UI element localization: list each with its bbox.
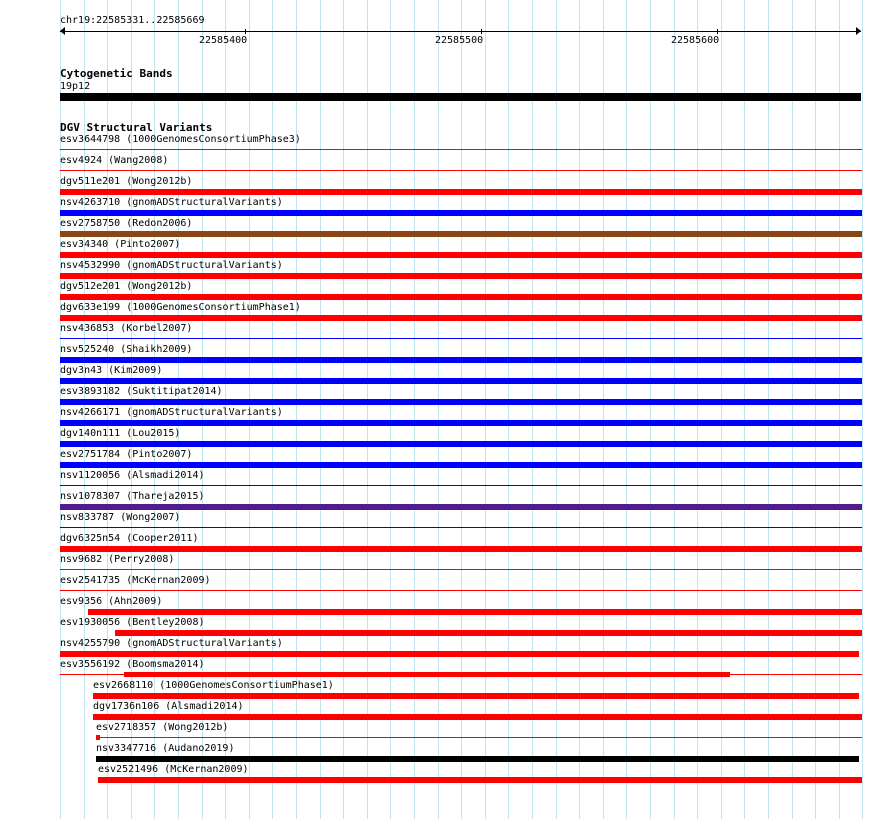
- dgv-feature-bar[interactable]: [60, 546, 862, 552]
- dgv-feature-label[interactable]: esv3644798 (1000GenomesConsortiumPhase3): [60, 134, 301, 145]
- ruler-tick: [481, 29, 482, 34]
- dgv-feature-bar[interactable]: [60, 485, 862, 486]
- dgv-feature-bar[interactable]: [60, 294, 862, 300]
- dgv-track-title: DGV Structural Variants: [60, 121, 213, 134]
- ruler-line: [60, 31, 861, 32]
- dgv-feature-label[interactable]: nsv1120056 (Alsmadi2014): [60, 470, 205, 481]
- ruler-tick-label: 22585400: [199, 35, 248, 46]
- dgv-feature-label[interactable]: esv2758750 (Redon2006): [60, 218, 193, 229]
- dgv-feature-bar[interactable]: [60, 590, 862, 591]
- ruler-tick: [245, 29, 246, 34]
- dgv-feature-bar[interactable]: [60, 462, 862, 468]
- dgv-feature-label[interactable]: dgv3n43 (Kim2009): [60, 365, 163, 376]
- dgv-feature-label[interactable]: esv2718357 (Wong2012b): [96, 722, 229, 733]
- dgv-feature-bar[interactable]: [96, 756, 859, 762]
- dgv-feature-bar[interactable]: [88, 609, 862, 615]
- dgv-feature-label[interactable]: dgv511e201 (Wong2012b): [60, 176, 193, 187]
- dgv-feature-bar[interactable]: [93, 693, 859, 699]
- dgv-feature-label[interactable]: nsv436853 (Korbel2007): [60, 323, 193, 334]
- dgv-feature-bar[interactable]: [60, 252, 862, 258]
- dgv-feature-label[interactable]: nsv9682 (Perry2008): [60, 554, 175, 565]
- dgv-feature-bar[interactable]: [60, 189, 862, 195]
- dgv-feature-label[interactable]: nsv4255790 (gnomADStructuralVariants): [60, 638, 283, 649]
- dgv-feature-bar[interactable]: [60, 651, 859, 657]
- dgv-feature-bar[interactable]: [60, 504, 862, 510]
- dgv-feature-bar[interactable]: [98, 777, 862, 783]
- dgv-feature-label[interactable]: nsv4263710 (gnomADStructuralVariants): [60, 197, 283, 208]
- dgv-feature-bar[interactable]: [60, 315, 862, 321]
- dgv-feature-label[interactable]: esv3556192 (Boomsma2014): [60, 659, 205, 670]
- dgv-feature-label[interactable]: esv2668110 (1000GenomesConsortiumPhase1): [93, 680, 334, 691]
- dgv-feature-label[interactable]: esv3893182 (Suktitipat2014): [60, 386, 223, 397]
- dgv-feature-bar[interactable]: [60, 273, 862, 279]
- grid-line: [862, 0, 863, 819]
- dgv-feature-label[interactable]: esv2541735 (McKernan2009): [60, 575, 211, 586]
- ruler-tick-label: 22585500: [435, 35, 484, 46]
- cytoband-label: 19p12: [60, 81, 91, 92]
- dgv-feature-label[interactable]: nsv1078307 (Thareja2015): [60, 491, 205, 502]
- dgv-feature-label[interactable]: esv2521496 (McKernan2009): [98, 764, 249, 775]
- dgv-feature-bar[interactable]: [115, 630, 862, 636]
- dgv-feature-thick-part[interactable]: [96, 735, 100, 740]
- dgv-feature-label[interactable]: dgv140n111 (Lou2015): [60, 428, 181, 439]
- dgv-feature-label[interactable]: esv4924 (Wang2008): [60, 155, 169, 166]
- dgv-feature-label[interactable]: esv9356 (Ahn2009): [60, 596, 163, 607]
- dgv-feature-label[interactable]: esv1930056 (Bentley2008): [60, 617, 205, 628]
- dgv-feature-bar[interactable]: [60, 231, 862, 237]
- dgv-feature-bar[interactable]: [60, 378, 862, 384]
- dgv-feature-label[interactable]: dgv1736n106 (Alsmadi2014): [93, 701, 244, 712]
- ruler-tick: [717, 29, 718, 34]
- dgv-feature-label[interactable]: dgv633e199 (1000GenomesConsortiumPhase1): [60, 302, 301, 313]
- ruler-coordinate: chr19:22585331..22585669: [60, 15, 205, 26]
- dgv-feature-label[interactable]: dgv6325n54 (Cooper2011): [60, 533, 199, 544]
- dgv-feature-label[interactable]: nsv3347716 (Audano2019): [96, 743, 235, 754]
- ruler-arrow-left-icon: [60, 27, 65, 35]
- dgv-feature-label[interactable]: nsv833787 (Wong2007): [60, 512, 181, 523]
- dgv-feature-bar[interactable]: [60, 399, 862, 405]
- dgv-feature-bar[interactable]: [60, 149, 862, 150]
- ruler-tick-label: 22585600: [671, 35, 720, 46]
- dgv-feature-bar[interactable]: [60, 210, 862, 216]
- dgv-feature-label[interactable]: esv34340 (Pinto2007): [60, 239, 181, 250]
- dgv-feature-bar[interactable]: [60, 357, 862, 363]
- dgv-feature-label[interactable]: nsv4532990 (gnomADStructuralVariants): [60, 260, 283, 271]
- dgv-feature-bar[interactable]: [60, 420, 862, 426]
- dgv-feature-bar[interactable]: [60, 527, 862, 528]
- dgv-feature-label[interactable]: dgv512e201 (Wong2012b): [60, 281, 193, 292]
- dgv-feature-label[interactable]: nsv4266171 (gnomADStructuralVariants): [60, 407, 283, 418]
- cytoband-track-title: Cytogenetic Bands: [60, 67, 173, 80]
- dgv-feature-bar[interactable]: [60, 441, 862, 447]
- dgv-feature-bar[interactable]: [93, 714, 862, 720]
- dgv-feature-bar[interactable]: [60, 569, 862, 570]
- dgv-feature-label[interactable]: nsv525240 (Shaikh2009): [60, 344, 193, 355]
- dgv-feature-bar[interactable]: [60, 338, 862, 339]
- dgv-feature-bar[interactable]: [96, 737, 862, 738]
- dgv-feature-label[interactable]: esv2751784 (Pinto2007): [60, 449, 193, 460]
- dgv-feature-bar[interactable]: [60, 170, 862, 171]
- dgv-feature-thick-part[interactable]: [124, 672, 730, 677]
- cytoband-bar[interactable]: [60, 93, 861, 101]
- ruler-arrow-right-icon: [856, 27, 861, 35]
